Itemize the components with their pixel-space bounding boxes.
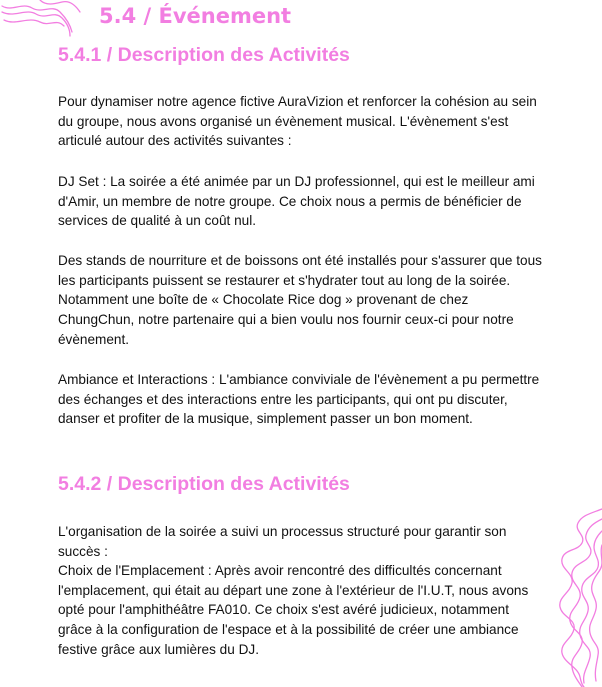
subsection-1-paragraph-dj-set: DJ Set : La soirée a été animée par un DJ professionnel, qui est le meilleur ami d'Amir, un membre de notre groupe. Ce choix nous a permis de bénéficier de services de qualité à un coût nul. <box>58 174 535 229</box>
subsection-1-paragraph-intro: Pour dynamiser notre agence fictive AuraVizion et renforcer la cohésion au sein du groupe, nous avons organisé un évènement musical. L'évènement s'est articulé autour des activités suivantes : <box>58 94 537 149</box>
subsection-1-title: 5.4.1 / Description des Activités <box>58 44 350 66</box>
right-wavy-lines-decoration-icon <box>552 505 602 687</box>
subsection-1-paragraph-food-stands: Des stands de nourriture et de boissons ont été installés pour s'assurer que tous les participants puissent se restaurer et s'hydrater tout au long de la soirée. Notamment une boîte de « Chocolate Rice dog » provenant de chez ChungChun, notre partenaire qui a bien voulu nos fournir ceux-ci pour notre évènement. <box>58 253 542 347</box>
subsection-1-paragraph-ambiance: Ambiance et Interactions : L'ambiance conviviale de l'évènement a pu permettre des échanges et des interactions entre les participants, qui ont pu discuter, danser et profiter de la musique, simplement passer un bon moment. <box>58 372 540 427</box>
subsection-2-title: 5.4.2 / Description des Activités <box>58 473 350 495</box>
top-wavy-lines-decoration-icon <box>0 0 90 40</box>
subsection-2-paragraph-intro: L'organisation de la soirée a suivi un processus structuré pour garantir son succès : <box>58 524 507 559</box>
section-title: 5.4 / Événement <box>99 4 292 28</box>
subsection-2-paragraph-location: Choix de l'Emplacement : Après avoir rencontré des difficultés concernant l'emplacement, qui était au départ une zone à l'extérieur de l'I.U.T, nous avons opté pour l'amphithéâtre FA010. Ce choix s'est avéré judicieux, notamment grâce à la configuration de l'espace et à la possibilité de créer une ambiance festive grâce aux lumières du DJ. <box>58 563 529 657</box>
